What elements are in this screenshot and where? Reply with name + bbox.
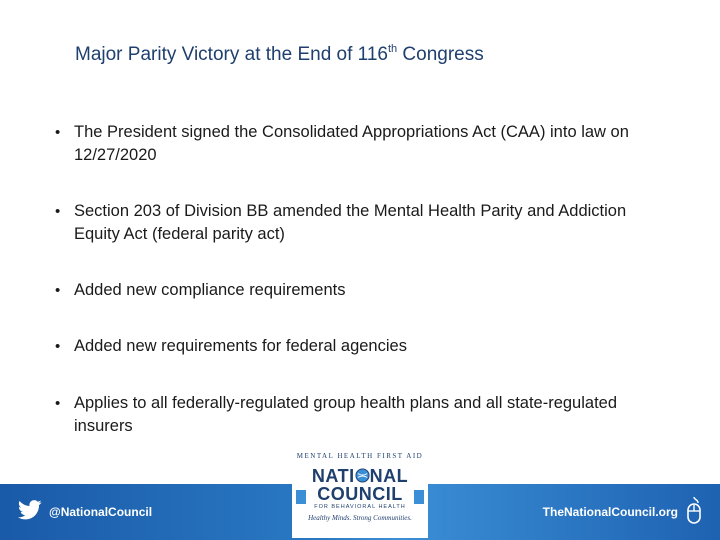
- bullet-item: [55, 335, 675, 358]
- slide-title-superscript: th: [387, 43, 398, 55]
- logo-national-part2: NAL: [369, 466, 409, 486]
- bullet-text: The President signed the Consolidated Appropriations Act (CAA) into law on 12/27/2020: [74, 123, 629, 164]
- bullet-item: [55, 200, 675, 246]
- bullet-marker: •: [55, 124, 61, 141]
- slide-title-main: Major Parity Victory at the End of 116: [75, 44, 388, 65]
- logo-national-part1: NATI: [311, 466, 355, 486]
- bullet-marker: •: [55, 395, 61, 412]
- logo-tagline: Healthy Minds. Strong Communities.: [308, 514, 412, 522]
- logo-council: COUNCIL: [317, 484, 403, 504]
- slide-title-tail: Congress: [397, 44, 484, 65]
- bullet-item: [55, 279, 675, 302]
- logo-subline: FOR BEHAVIORAL HEALTH: [314, 504, 406, 510]
- bullet-text: Section 203 of Division BB amended the Mental Health Parity and Addiction Equity Act (federal parity act): [74, 202, 627, 243]
- bullet-text: Added new requirements for federal agencies: [74, 337, 407, 355]
- twitter-bird-icon: [18, 500, 42, 525]
- website-url: TheNationalCouncil.org: [542, 505, 678, 519]
- twitter-handle: @NationalCouncil: [49, 505, 153, 519]
- bullet-item: [55, 392, 675, 438]
- bullet-marker: •: [55, 203, 61, 220]
- website-link[interactable]: [543, 497, 702, 527]
- bullet-text: Applies to all federally-regulated group health plans and all state-regulated insurers: [74, 394, 618, 435]
- twitter-link[interactable]: [18, 500, 152, 524]
- logo-arc-text: MENTAL HEALTH FIRST AID: [296, 452, 424, 460]
- bullet-item: [55, 121, 675, 167]
- slide-title: [75, 44, 484, 66]
- mouse-icon: [686, 496, 702, 529]
- national-council-logo: [292, 450, 428, 538]
- bullet-marker: •: [55, 338, 61, 355]
- bullet-marker: •: [55, 282, 61, 299]
- bullet-text: Added new compliance requirements: [74, 281, 346, 299]
